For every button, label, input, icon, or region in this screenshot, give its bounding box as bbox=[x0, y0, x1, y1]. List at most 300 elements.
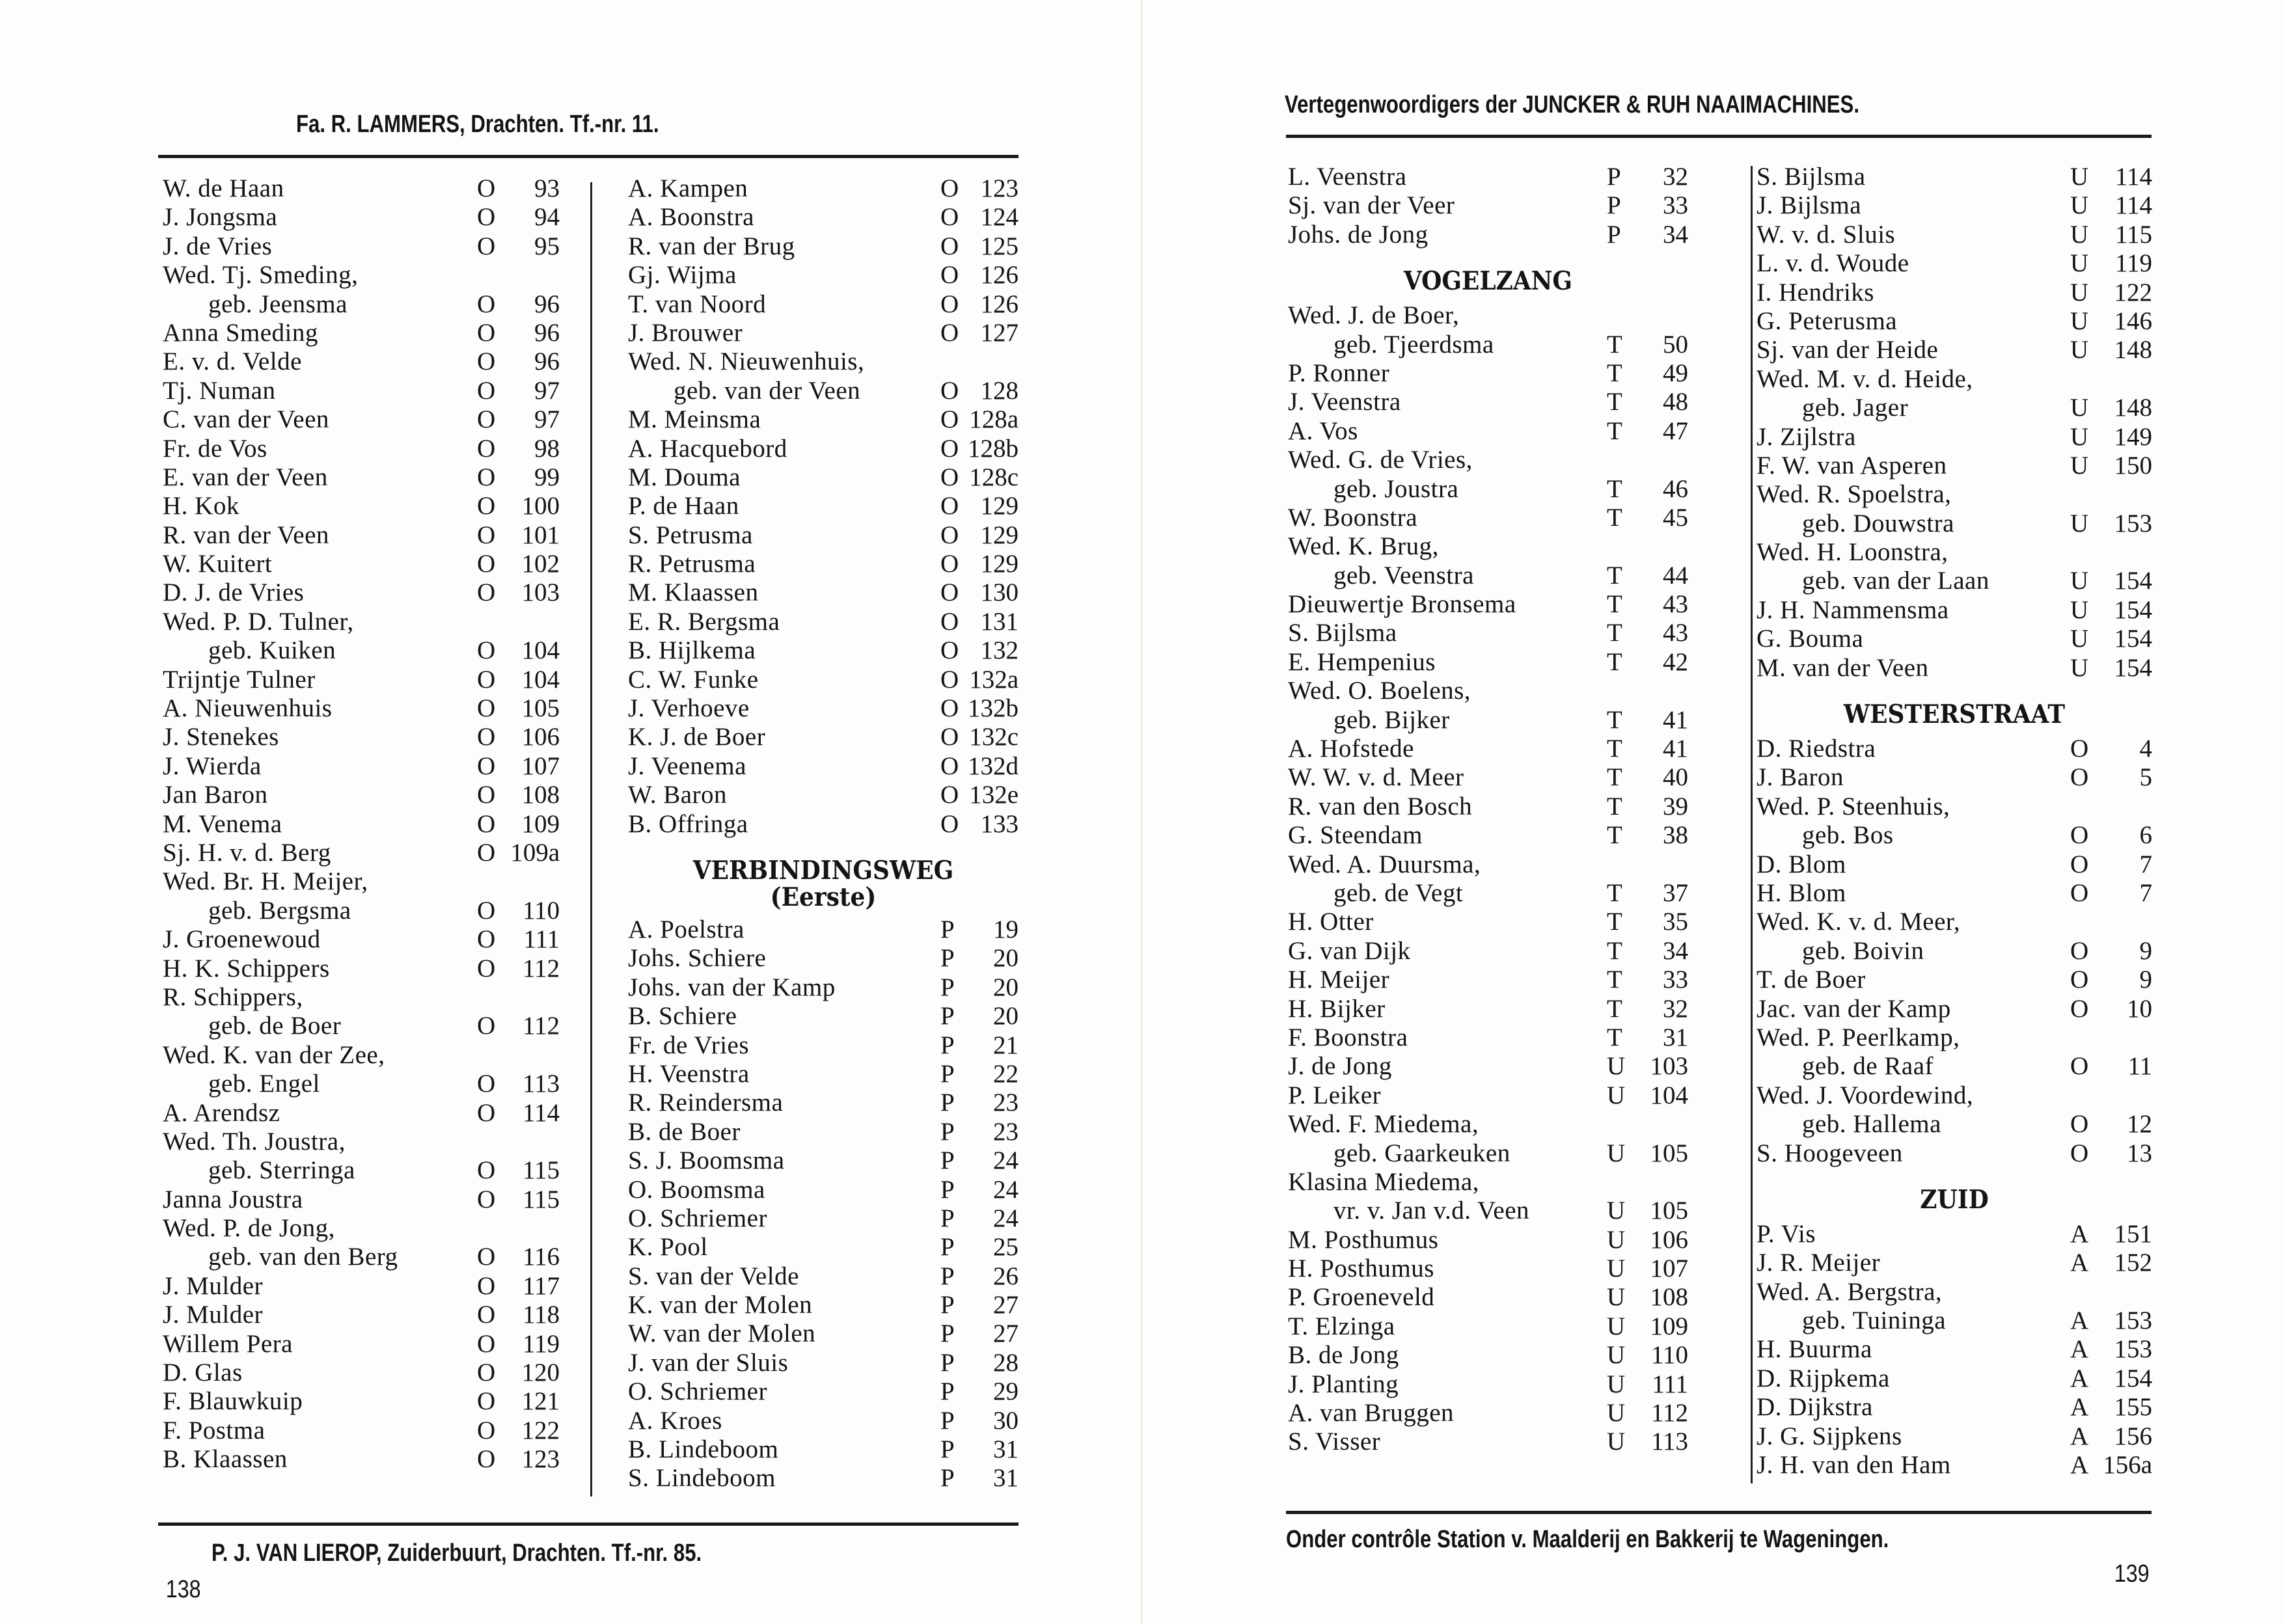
house-number: 132a bbox=[969, 665, 1018, 694]
column-divider bbox=[590, 182, 592, 1496]
district-letter: U bbox=[2070, 451, 2089, 480]
directory-entry bbox=[1757, 394, 2152, 422]
resident-name: B. Hijlkema bbox=[628, 636, 756, 665]
district-letter: P bbox=[940, 1348, 955, 1377]
directory-entry bbox=[1288, 995, 1688, 1023]
directory-entry bbox=[1288, 879, 1688, 908]
directory-entry bbox=[1288, 821, 1688, 850]
resident-name: S. J. Boomsma bbox=[628, 1146, 785, 1175]
resident-name: geb. Jeensma bbox=[208, 290, 348, 318]
district-letter: O bbox=[477, 781, 496, 809]
directory-entry bbox=[163, 867, 560, 896]
resident-name: Jan Baron bbox=[163, 781, 268, 809]
directory-entry bbox=[1288, 475, 1688, 504]
resident-name: J. Veenstra bbox=[1288, 388, 1401, 416]
resident-name: I. Hendriks bbox=[1757, 278, 1874, 306]
directory-entry bbox=[1288, 677, 1688, 705]
district-letter: O bbox=[940, 578, 959, 607]
resident-name: W. Boonstra bbox=[1288, 503, 1418, 532]
resident-name: O. Schriemer bbox=[628, 1377, 767, 1406]
house-number: 156a bbox=[2103, 1451, 2152, 1480]
directory-entry bbox=[1288, 504, 1688, 532]
resident-name: Wed. G. de Vries, bbox=[1288, 446, 1473, 474]
district-letter: P bbox=[940, 1204, 955, 1232]
district-letter: O bbox=[940, 751, 959, 780]
resident-name: H. Kok bbox=[163, 492, 239, 521]
directory-entry bbox=[1288, 735, 1688, 763]
district-letter: P bbox=[940, 1002, 955, 1031]
district-letter: O bbox=[477, 1416, 496, 1444]
resident-name: J. Brouwer bbox=[628, 318, 743, 347]
house-number: 46 bbox=[1663, 474, 1688, 503]
resident-name: geb. de Raaf bbox=[1802, 1052, 1934, 1081]
directory-entry bbox=[163, 1243, 560, 1271]
directory-entry bbox=[1757, 163, 2152, 191]
resident-name: S. Hoogeveen bbox=[1757, 1139, 1903, 1167]
directory-entry bbox=[163, 636, 560, 665]
house-number: 132e bbox=[969, 781, 1018, 809]
district-letter: O bbox=[477, 1387, 496, 1416]
directory-entry bbox=[1757, 966, 2152, 994]
district-letter: O bbox=[477, 636, 496, 665]
house-number: 22 bbox=[993, 1059, 1018, 1088]
resident-name: geb. Tjeerdsma bbox=[1333, 330, 1494, 359]
resident-name: C. van der Veen bbox=[163, 405, 329, 434]
house-number: 128c bbox=[969, 463, 1018, 491]
resident-name: T. van Noord bbox=[628, 290, 767, 318]
resident-name: R. Reindersma bbox=[628, 1089, 784, 1117]
house-number: 41 bbox=[1663, 735, 1688, 763]
house-number: 11 bbox=[2127, 1052, 2152, 1081]
house-number: 153 bbox=[2114, 1335, 2152, 1364]
resident-name: M. Posthumus bbox=[1288, 1225, 1439, 1254]
house-number: 47 bbox=[1663, 416, 1688, 445]
directory-entry bbox=[1757, 792, 2152, 821]
house-number: 103 bbox=[1650, 1052, 1688, 1081]
resident-name: Wed. J. de Boer, bbox=[1288, 301, 1460, 330]
house-number: 104 bbox=[521, 665, 560, 694]
district-letter: U bbox=[2070, 394, 2089, 422]
resident-name: A. Hofstede bbox=[1288, 735, 1414, 763]
house-number: 129 bbox=[980, 492, 1018, 521]
directory-entry bbox=[1757, 1023, 2152, 1052]
house-number: 94 bbox=[534, 203, 560, 232]
page-number: 138 bbox=[165, 1576, 201, 1603]
house-number: 110 bbox=[522, 896, 560, 925]
house-number: 122 bbox=[521, 1416, 560, 1444]
resident-name: Gj. Wijma bbox=[628, 261, 737, 290]
district-letter: O bbox=[940, 290, 959, 318]
resident-name: Wed. K. Brug, bbox=[1288, 532, 1439, 561]
resident-name: J. Planting bbox=[1288, 1370, 1399, 1398]
directory-entry bbox=[1757, 1110, 2152, 1139]
directory-entry bbox=[163, 174, 560, 203]
district-letter: P bbox=[940, 1059, 955, 1088]
directory-entry bbox=[628, 492, 1018, 521]
house-number: 21 bbox=[993, 1031, 1018, 1059]
district-letter: O bbox=[477, 521, 496, 549]
house-number: 29 bbox=[993, 1377, 1018, 1406]
directory-entry bbox=[1288, 1428, 1688, 1456]
directory-entry bbox=[1288, 388, 1688, 416]
resident-name: W. de Haan bbox=[163, 174, 284, 202]
resident-name: Trijntje Tulner bbox=[163, 665, 316, 694]
resident-name: Tj. Numan bbox=[163, 376, 276, 405]
house-number: 104 bbox=[1650, 1081, 1688, 1109]
directory-entry bbox=[1288, 1110, 1688, 1139]
directory-entry bbox=[628, 1349, 1018, 1377]
resident-name: R. van der Brug bbox=[628, 232, 795, 260]
house-number: 93 bbox=[534, 174, 560, 202]
directory-entry bbox=[628, 1435, 1018, 1464]
house-number: 32 bbox=[1663, 163, 1688, 191]
resident-name: geb. Engel bbox=[208, 1070, 320, 1098]
directory-entry bbox=[163, 752, 560, 781]
directory-entry bbox=[628, 1233, 1018, 1262]
resident-name: G. Peterusma bbox=[1757, 306, 1898, 335]
house-number: 104 bbox=[521, 636, 560, 665]
district-letter: T bbox=[1607, 705, 1622, 734]
resident-name: B. de Jong bbox=[1288, 1341, 1399, 1370]
district-letter: P bbox=[940, 1435, 955, 1464]
district-letter: P bbox=[940, 1320, 955, 1348]
resident-name: M. Venema bbox=[163, 809, 282, 838]
house-number: 128b bbox=[968, 434, 1018, 463]
district-letter: P bbox=[940, 915, 955, 943]
directory-entry bbox=[628, 608, 1018, 636]
house-number: 150 bbox=[2114, 451, 2152, 480]
district-letter: T bbox=[1607, 590, 1622, 619]
house-number: 4 bbox=[2139, 735, 2152, 763]
resident-name: M. van der Veen bbox=[1757, 653, 1929, 682]
district-letter: T bbox=[1607, 735, 1622, 763]
resident-name: C. W. Funke bbox=[628, 665, 759, 694]
column-divider bbox=[1751, 166, 1753, 1483]
district-letter: O bbox=[940, 434, 959, 463]
resident-name: Wed. M. v. d. Heide, bbox=[1757, 364, 1973, 393]
house-number: 128 bbox=[980, 376, 1018, 405]
resident-name: M. Klaassen bbox=[628, 578, 759, 607]
resident-name: A. Kroes bbox=[628, 1406, 722, 1435]
district-letter: O bbox=[2070, 966, 2089, 994]
resident-name: Janna Joustra bbox=[163, 1185, 303, 1213]
resident-name: A. Arendsz bbox=[163, 1098, 280, 1127]
directory-entry bbox=[628, 174, 1018, 203]
house-number: 49 bbox=[1663, 359, 1688, 387]
directory-entry bbox=[163, 1185, 560, 1214]
resident-name: D. Blom bbox=[1757, 850, 1846, 878]
resident-name: geb. Gaarkeuken bbox=[1333, 1139, 1511, 1167]
district-letter: O bbox=[2070, 1110, 2089, 1139]
resident-name: Wed. A. Bergstra, bbox=[1757, 1277, 1943, 1306]
resident-name: H. Bijker bbox=[1288, 994, 1386, 1023]
directory-entry bbox=[1757, 879, 2152, 908]
resident-name: Klasina Miedema, bbox=[1288, 1167, 1479, 1196]
house-number: 114 bbox=[2114, 191, 2152, 220]
house-number: 97 bbox=[534, 405, 560, 434]
district-letter: O bbox=[940, 463, 959, 491]
resident-name: S. Bijlsma bbox=[1757, 163, 1866, 191]
house-number: 155 bbox=[2114, 1393, 2152, 1422]
resident-name: P. de Haan bbox=[628, 492, 739, 521]
house-number: 5 bbox=[2139, 763, 2152, 792]
house-number: 110 bbox=[1650, 1341, 1688, 1370]
house-number: 44 bbox=[1663, 561, 1688, 589]
district-letter: O bbox=[477, 723, 496, 751]
resident-name: S. Bijlsma bbox=[1288, 619, 1397, 647]
house-number: 31 bbox=[993, 1435, 1018, 1464]
district-letter: U bbox=[1607, 1052, 1626, 1081]
district-letter: O bbox=[940, 405, 959, 434]
district-letter: O bbox=[940, 318, 959, 347]
house-number: 132d bbox=[968, 751, 1018, 780]
resident-name: S. Petrusma bbox=[628, 521, 753, 549]
district-letter: O bbox=[477, 1301, 496, 1329]
directory-entry bbox=[628, 1262, 1018, 1291]
resident-name: L. v. d. Woude bbox=[1757, 249, 1909, 278]
directory-entry bbox=[1757, 850, 2152, 879]
resident-name: K. van der Molen bbox=[628, 1291, 813, 1320]
directory-column bbox=[1288, 163, 1688, 1457]
directory-entry bbox=[163, 1416, 560, 1445]
directory-entry bbox=[1757, 654, 2152, 683]
house-number: 97 bbox=[534, 376, 560, 405]
district-letter: O bbox=[477, 751, 496, 780]
house-number: 24 bbox=[993, 1146, 1018, 1175]
district-letter: U bbox=[1607, 1225, 1626, 1254]
district-letter: U bbox=[2070, 249, 2089, 278]
house-number: 27 bbox=[993, 1320, 1018, 1348]
house-number: 123 bbox=[521, 1445, 560, 1474]
resident-name: Wed. Th. Joustra, bbox=[163, 1127, 346, 1156]
resident-name: Wed. O. Boelens, bbox=[1288, 677, 1471, 705]
directory-entry bbox=[163, 377, 560, 405]
house-number: 132 bbox=[980, 636, 1018, 665]
district-letter: U bbox=[2070, 509, 2089, 537]
house-number: 127 bbox=[980, 318, 1018, 347]
resident-name: A. Kampen bbox=[628, 174, 748, 202]
district-letter: T bbox=[1607, 561, 1622, 589]
house-number: 109a bbox=[510, 838, 560, 867]
house-number: 41 bbox=[1663, 705, 1688, 734]
directory-entry bbox=[163, 405, 560, 434]
resident-name: J. van der Sluis bbox=[628, 1348, 789, 1377]
district-letter: O bbox=[477, 290, 496, 318]
directory-entry bbox=[163, 608, 560, 636]
resident-name: H. K. Schippers bbox=[163, 954, 330, 982]
resident-name: R. Petrusma bbox=[628, 550, 756, 578]
house-number: 43 bbox=[1663, 619, 1688, 647]
directory-entry bbox=[1288, 966, 1688, 994]
district-letter: O bbox=[477, 1445, 496, 1474]
house-number: 154 bbox=[2114, 625, 2152, 653]
resident-name: K. Pool bbox=[628, 1233, 708, 1262]
resident-name: K. J. de Boer bbox=[628, 723, 766, 751]
directory-column bbox=[163, 174, 560, 1474]
directory-entry bbox=[1757, 1249, 2152, 1277]
resident-name: H. Buurma bbox=[1757, 1335, 1872, 1364]
resident-name: Wed. P. Peerlkamp, bbox=[1757, 1023, 1960, 1051]
footer-advert: P. J. VAN LIEROP, Zuiderbuurt, Drachten. Tf.-nr. 85. bbox=[212, 1539, 702, 1567]
directory-entry bbox=[1757, 821, 2152, 850]
house-number: 48 bbox=[1663, 388, 1688, 416]
district-letter: T bbox=[1607, 966, 1622, 994]
running-head: Vertegenwoordigers der JUNCKER & RUH NAAIMACHINES. bbox=[1285, 91, 1859, 118]
directory-entry bbox=[163, 666, 560, 694]
directory-entry bbox=[163, 839, 560, 867]
resident-name: Wed. J. Voordewind, bbox=[1757, 1081, 1974, 1109]
district-letter: P bbox=[940, 1464, 955, 1493]
directory-entry bbox=[1757, 763, 2152, 792]
resident-name: geb. Bijker bbox=[1333, 705, 1450, 734]
house-number: 107 bbox=[521, 751, 560, 780]
directory-entry bbox=[1288, 1226, 1688, 1254]
directory-entry bbox=[163, 1330, 560, 1359]
resident-name: S. van der Velde bbox=[628, 1262, 799, 1290]
resident-name: J. Veenema bbox=[628, 751, 746, 780]
district-letter: A bbox=[2070, 1393, 2089, 1422]
district-letter: O bbox=[477, 174, 496, 202]
district-letter: P bbox=[940, 1031, 955, 1059]
house-number: 103 bbox=[521, 578, 560, 607]
house-number: 126 bbox=[980, 290, 1018, 318]
house-number: 25 bbox=[993, 1233, 1018, 1262]
resident-name: B. Offringa bbox=[628, 809, 748, 838]
resident-name: G. Steendam bbox=[1288, 821, 1423, 850]
resident-name: A. Poelstra bbox=[628, 915, 745, 943]
resident-name: A. van Bruggen bbox=[1288, 1399, 1455, 1428]
district-letter: O bbox=[940, 607, 959, 636]
directory-entry bbox=[1288, 1399, 1688, 1428]
district-letter: O bbox=[477, 578, 496, 607]
house-number: 124 bbox=[980, 203, 1018, 232]
resident-name: Wed. F. Miedema, bbox=[1288, 1110, 1479, 1139]
directory-entry bbox=[163, 435, 560, 463]
house-number: 154 bbox=[2114, 1364, 2152, 1392]
house-number: 154 bbox=[2114, 567, 2152, 595]
directory-entry bbox=[628, 723, 1018, 751]
resident-name: S. Lindeboom bbox=[628, 1464, 776, 1493]
directory-entry bbox=[163, 290, 560, 319]
directory-entry bbox=[163, 781, 560, 809]
resident-name: J. de Vries bbox=[163, 232, 273, 260]
district-letter: O bbox=[940, 521, 959, 549]
resident-name: G. van Dijk bbox=[1288, 936, 1411, 965]
house-number: 130 bbox=[980, 578, 1018, 607]
directory-entry bbox=[1288, 532, 1688, 561]
district-letter: T bbox=[1607, 359, 1622, 387]
directory-entry bbox=[1288, 301, 1688, 330]
resident-name: Wed. P. de Jong, bbox=[163, 1214, 335, 1243]
district-letter: O bbox=[940, 492, 959, 521]
directory-entry bbox=[163, 1012, 560, 1040]
district-letter: A bbox=[2070, 1219, 2089, 1248]
directory-entry bbox=[163, 232, 560, 261]
resident-name: J. Groenewoud bbox=[163, 925, 321, 954]
district-letter: A bbox=[2070, 1364, 2089, 1392]
directory-entry bbox=[1757, 735, 2152, 763]
house-number: 112 bbox=[522, 954, 560, 982]
district-letter: P bbox=[1607, 220, 1621, 249]
directory-entry bbox=[1288, 850, 1688, 879]
district-letter: O bbox=[940, 174, 959, 202]
resident-name: J. Verhoeve bbox=[628, 694, 750, 723]
resident-name: Sj. van der Heide bbox=[1757, 336, 1939, 364]
house-number: 102 bbox=[521, 550, 560, 578]
resident-name: H. Blom bbox=[1757, 878, 1846, 907]
resident-name: R. van den Bosch bbox=[1288, 792, 1473, 820]
district-letter: U bbox=[1607, 1081, 1626, 1109]
directory-entry bbox=[628, 1204, 1018, 1233]
resident-name: B. de Boer bbox=[628, 1117, 741, 1146]
house-number: 154 bbox=[2114, 595, 2152, 624]
directory-entry bbox=[1288, 1052, 1688, 1081]
resident-name: J. G. Sijpkens bbox=[1757, 1422, 1902, 1450]
house-number: 106 bbox=[521, 723, 560, 751]
district-letter: O bbox=[477, 896, 496, 925]
directory-entry bbox=[1757, 1422, 2152, 1451]
district-letter: A bbox=[2070, 1335, 2089, 1364]
resident-name: F. Postma bbox=[163, 1416, 266, 1444]
directory-entry bbox=[628, 377, 1018, 405]
district-letter: O bbox=[2070, 878, 2089, 907]
directory-entry bbox=[1757, 1278, 2152, 1306]
house-number: 129 bbox=[980, 550, 1018, 578]
district-letter: U bbox=[1607, 1312, 1626, 1340]
house-number: 96 bbox=[534, 347, 560, 376]
house-number: 111 bbox=[1652, 1370, 1688, 1398]
resident-name: A. Hacquebord bbox=[628, 434, 787, 463]
house-number: 129 bbox=[980, 521, 1018, 549]
house-number: 133 bbox=[980, 809, 1018, 838]
resident-name: W. van der Molen bbox=[628, 1320, 816, 1348]
district-letter: O bbox=[940, 203, 959, 232]
house-number: 31 bbox=[993, 1464, 1018, 1493]
district-letter: U bbox=[2070, 422, 2089, 451]
district-letter: O bbox=[940, 636, 959, 665]
resident-name: Wed. Tj. Smeding, bbox=[163, 261, 359, 290]
district-letter: O bbox=[940, 376, 959, 405]
resident-name: P. Groeneveld bbox=[1288, 1283, 1435, 1312]
district-letter: P bbox=[940, 1377, 955, 1406]
district-letter: O bbox=[477, 492, 496, 521]
resident-name: D. Riedstra bbox=[1757, 735, 1876, 763]
directory-entry bbox=[628, 1407, 1018, 1435]
directory-entry bbox=[1288, 1283, 1688, 1312]
directory-entry bbox=[628, 1118, 1018, 1146]
directory-entry bbox=[1757, 1220, 2152, 1249]
resident-name: Wed. H. Loonstra, bbox=[1757, 538, 1948, 567]
resident-name: J. Mulder bbox=[163, 1271, 263, 1300]
directory-entry bbox=[1757, 937, 2152, 966]
district-letter: O bbox=[477, 809, 496, 838]
directory-entry bbox=[1757, 908, 2152, 936]
directory-entry bbox=[1288, 1254, 1688, 1283]
house-number: 101 bbox=[521, 521, 560, 549]
district-letter: O bbox=[477, 1271, 496, 1300]
directory-entry bbox=[163, 1099, 560, 1128]
directory-entry bbox=[628, 694, 1018, 723]
resident-name: geb. Hallema bbox=[1802, 1110, 1941, 1139]
district-letter: U bbox=[1607, 1283, 1626, 1312]
resident-name: F. W. van Asperen bbox=[1757, 451, 1947, 480]
house-number: 149 bbox=[2114, 422, 2152, 451]
directory-entry bbox=[1757, 1393, 2152, 1422]
resident-name: R. Schippers, bbox=[163, 982, 303, 1011]
directory-entry bbox=[1288, 1081, 1688, 1110]
house-number: 108 bbox=[1650, 1283, 1688, 1312]
directory-entry bbox=[1757, 365, 2152, 394]
